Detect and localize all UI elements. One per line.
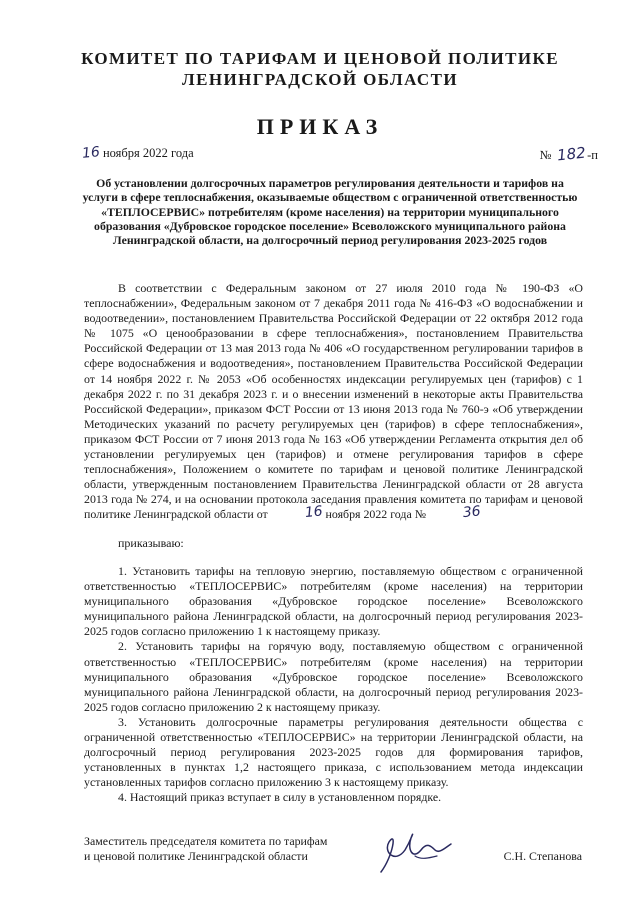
order-date [82,145,194,161]
organization-name-line2: ЛЕНИНГРАДСКОЙ ОБЛАСТИ [182,70,458,89]
order-word: приказываю: [118,536,184,550]
signatory-position-line1: Заместитель председателя комитета по тарифам [84,834,328,848]
handwritten-protocol-day: 16 [303,503,324,522]
signatory-position-line2: и ценовой политике Ленинградской области [84,849,308,864]
protocol-date-text: ноября 2022 года № [325,507,427,522]
order-item-3: 3. Установить долгосрочные параметры регулирования деятельности общества с ограниченной ответственностью «ТЕПЛОСЕРВИС» на территории Ленинградской области, на долгосрочный период регулирования 2023-2025 годов для формирования тарифов, установленных в пунктах 1,2 настоящего приказа, с использованием метода индексации установленных тарифов согласно приложению 3 к настоящему приказу. [84,714,583,790]
order-item-2: 2. Установить тарифы на горячую воду, поставляемую обществом с ограниченной ответственностью «ТЕПЛОСЕРВИС» потребителям (кроме населения) на территории муниципального образования «Дубровское городское поселение» Всеволожского муниципального района Ленинградской области, на долгосрочный период регулирования 2023-2025 годов согласно приложению 2 к настоящему приказу. [84,639,583,714]
order-number [539,145,598,163]
order-subject: Об установлении долгосрочных параметров регулирования деятельности и тарифов на услуги в сфере теплоснабжения, оказываемые обществом с ограниченной ответственностью «ТЕПЛОСЕРВИС» потребителям (кроме населения) на территории муниципального образования «Дубровское городское поселение» Всеволожского муниципального района Ленинградской области, на долгосрочный период регулирования 2023-2025 годов [82,176,578,248]
organization-name-line1: КОМИТЕТ ПО ТАРИФАМ И ЦЕНОВОЙ ПОЛИТИКЕ [81,49,559,68]
handwritten-day: 16 [81,144,101,162]
order-items [84,564,583,806]
handwritten-order-number: 182 [555,143,587,165]
order-number-suffix: -п [587,148,598,162]
handwritten-signature [375,820,455,880]
signatory-position [84,834,327,864]
order-number-prefix: № [539,148,552,162]
preamble-paragraph [84,281,583,523]
signatory-name: С.Н. Степанова [503,849,582,863]
handwritten-protocol-number: 36 [462,503,482,522]
order-date-text: ноября 2022 года [102,146,194,160]
order-item-1: 1. Установить тарифы на тепловую энергию, поставляемую обществом с ограниченной ответственностью «ТЕПЛОСЕРВИС» потребителям (кроме населения) на территории муниципального образования «Дубровское городское поселение» Всеволожского муниципального района Ленинградской области, на долгосрочный период регулирования 2023-2025 годов согласно приложению 1 к настоящему приказу. [84,564,583,639]
order-item-4: 4. Настоящий приказ вступает в силу в установленном порядке. [118,790,442,805]
document-type-title: ПРИКАЗ [256,114,384,139]
organization-header [0,48,640,90]
preamble-text: В соответствии с Федеральным законом от 27 июля 2010 года № 190-ФЗ «О теплоснабжении», Федеральным законом от 7 декабря 2011 года № 416-ФЗ «О водоснабжении и водоотведении», постановлением Правительства Российской Федерации от 22 октября 2012 года № 1075 «О ценообразовании в сфере теплоснабжения», постановлением Правительства Российской Федерации от 13 мая 2013 года № 406 «О государственном регулировании тарифов в сфере водоснабжения и водоотведения», постановлением Правительства Российской Федерации от 14 ноября 2022 г. № 2053 «Об особенностях индексации регулируемых цен (тарифов) с 1 декабря 2022 г. по 31 декабря 2023 г. и о внесении изменений в некоторые акты Правительства Российской Федерации», приказом ФСТ России от 13 июня 2013 года № 760-э «Об утверждении Методических указаний по расчету регулируемых цен (тарифов) в сфере теплоснабжения», приказом ФСТ России от 7 июня 2013 года № 163 «Об утверждении Регламента открытия дел об установлении регулируемых цен (тарифов) и отмене регулирования тарифов в сфере теплоснабжения», Положением о комитете по тарифам и ценовой политике Ленинградской области, утвержденным постановлением Правительства Ленинградской области от 28 августа 2013 года № 274, и на основании протокола заседания правления комитета по тарифам и ценовой политике Ленинградской области от [84,281,583,522]
